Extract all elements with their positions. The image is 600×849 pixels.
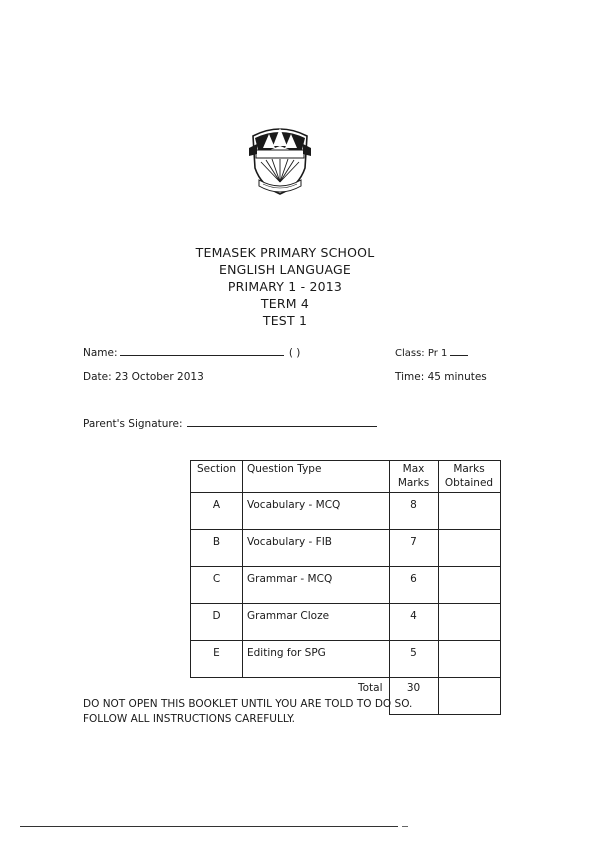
total-label: Total [243,678,390,715]
row-section: C [191,567,243,604]
total-max-marks: 30 [389,678,438,715]
school-name: TEMASEK PRIMARY SCHOOL [195,245,375,260]
date-label: Date: 23 October 2013 [83,371,204,383]
row-question-type: Grammar - MCQ [243,567,390,604]
row-max-marks: 4 [389,604,438,641]
table-row [191,641,501,678]
row-marks-obtained[interactable] [438,567,500,604]
instruction-line: DO NOT OPEN THIS BOOKLET UNTIL YOU ARE TOLD TO DO SO. [83,698,413,710]
table-header-row [191,461,501,493]
school-crest-icon [247,118,313,198]
row-max-marks: 7 [389,530,438,567]
instructions [83,697,412,727]
parent-signature-label: Parent's Signature: [83,418,183,430]
header-obtained-line1: Marks [453,463,485,475]
row-max-marks: 8 [389,493,438,530]
row-marks-obtained[interactable] [438,604,500,641]
time-label: Time: 45 minutes [395,371,487,383]
row-section: E [191,641,243,678]
parent-signature-field[interactable] [83,416,377,430]
marks-table [190,460,501,715]
table-row [191,604,501,641]
row-question-type: Vocabulary - FIB [243,530,390,567]
row-question-type: Grammar Cloze [243,604,390,641]
instruction-line: FOLLOW ALL INSTRUCTIONS CAREFULLY. [83,713,295,725]
row-max-marks: 6 [389,567,438,604]
total-marks-obtained[interactable] [438,678,500,715]
table-row [191,493,501,530]
table-row [191,530,501,567]
footer-divider [20,826,398,827]
row-section: B [191,530,243,567]
row-question-type: Editing for SPG [243,641,390,678]
level-year: PRIMARY 1 - 2013 [227,279,343,294]
header-max-line2: Marks [397,477,430,489]
register-number-paren: ( ) [288,347,301,359]
row-marks-obtained[interactable] [438,493,500,530]
term-label: TERM 4 [260,296,310,311]
header-max-marks [389,461,438,493]
row-section: D [191,604,243,641]
test-label: TEST 1 [262,313,308,328]
class-label: Class: Pr 1 [395,348,448,359]
footer-dash [402,826,408,827]
name-field[interactable] [83,345,300,359]
table-row [191,567,501,604]
row-section: A [191,493,243,530]
row-marks-obtained[interactable] [438,530,500,567]
class-blank[interactable] [450,345,468,356]
header-obtained-line2: Obtained [444,477,494,489]
header-marks-obtained [438,461,500,493]
title-block [0,244,570,329]
name-label: Name: [83,347,118,359]
header-section: Section [191,461,243,493]
class-field[interactable] [395,345,468,359]
date-field [83,371,204,383]
subject-name: ENGLISH LANGUAGE [219,262,351,277]
header-question-type: Question Type [243,461,390,493]
header-max-line1: Max [402,463,425,475]
parent-signature-blank[interactable] [187,416,377,427]
name-blank[interactable] [120,345,284,356]
row-question-type: Vocabulary - MCQ [243,493,390,530]
row-max-marks: 5 [389,641,438,678]
time-field [395,371,487,383]
row-marks-obtained[interactable] [438,641,500,678]
